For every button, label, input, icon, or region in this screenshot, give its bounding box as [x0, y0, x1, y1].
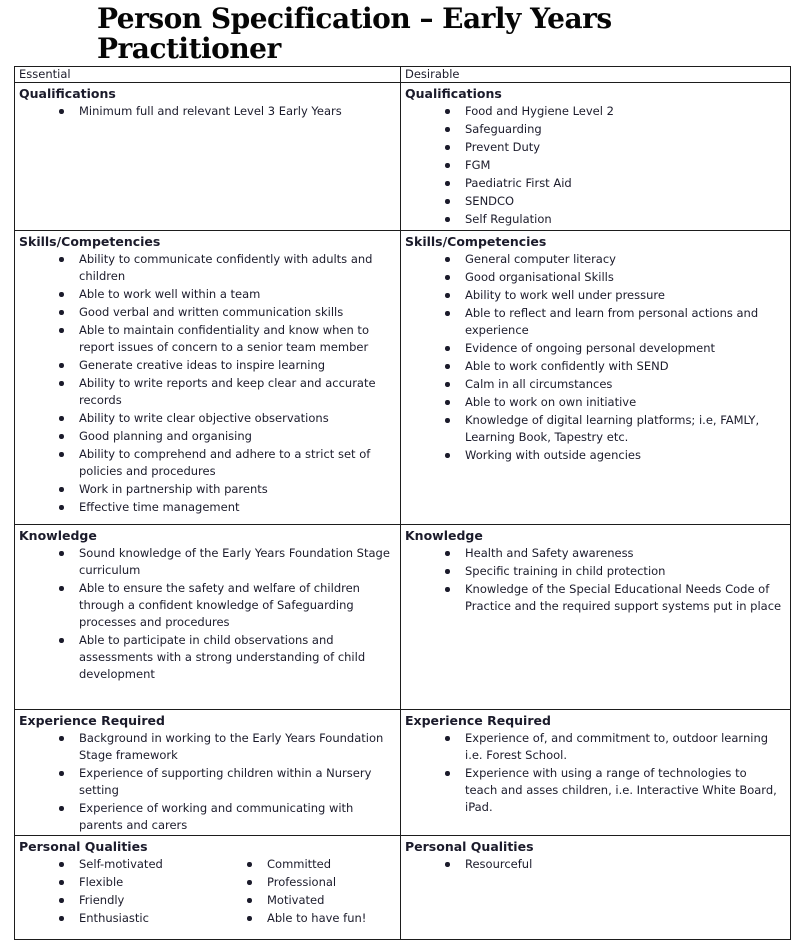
essential-cell-personal-qualities [15, 836, 401, 940]
bullet-item: Work in partnership with parents [57, 481, 392, 498]
bullet-item: Ability to write clear objective observations [57, 410, 392, 427]
bullet-list [231, 856, 396, 928]
bullet-item: Minimum full and relevant Level 3 Early Years [57, 103, 392, 120]
section-heading: Knowledge [405, 528, 483, 543]
table-row-knowledge [15, 525, 791, 710]
bullet-item: Ability to write reports and keep clear and accurate records [57, 375, 392, 409]
bullet-item: Motivated [245, 892, 392, 909]
bullet-item: Experience of, and commitment to, outdoor learning i.e. Forest School. [443, 730, 782, 764]
column-header-essential: Essential [15, 67, 401, 83]
table-row-skills-competencies [15, 231, 791, 525]
desirable-cell-knowledge [401, 525, 791, 710]
bullet-item: Calm in all circumstances [443, 376, 782, 393]
bullet-item: Self-motivated [57, 856, 227, 873]
bullet-item: Specific training in child protection [443, 563, 782, 580]
desirable-cell-experience [401, 710, 791, 836]
desirable-cell-skills [401, 231, 791, 525]
section-heading: Skills/Competencies [405, 234, 547, 249]
section-heading: Personal Qualities [19, 839, 148, 854]
bullet-item: Able to work well within a team [57, 286, 392, 303]
bullet-item: Background in working to the Early Years Foundation Stage framework [57, 730, 392, 764]
section-heading: Personal Qualities [405, 839, 534, 854]
section-heading: Qualifications [405, 86, 502, 101]
bullet-item: Experience of supporting children within a Nursery setting [57, 765, 392, 799]
section-heading: Knowledge [19, 528, 97, 543]
bullet-item: Able to work on own initiative [443, 394, 782, 411]
column-header-desirable: Desirable [401, 67, 791, 83]
table-row-experience-required [15, 710, 791, 836]
page-title: Person Specification – Early Years Practitioner [97, 2, 612, 65]
bullet-item: Experience with using a range of technologies to teach and asses children, i.e. Interactive White Board, iPad. [443, 765, 782, 816]
bullet-item: Knowledge of the Special Educational Needs Code of Practice and the required support systems put in place [443, 581, 782, 615]
bullet-item: Self Regulation [443, 211, 782, 228]
table-row-qualifications [15, 83, 791, 231]
bullet-item: Professional [245, 874, 392, 891]
bullet-item: Resourceful [443, 856, 782, 873]
section-heading: Skills/Competencies [19, 234, 161, 249]
bullet-item: Enthusiastic [57, 910, 227, 927]
bullet-item: Ability to communicate confidently with adults and children [57, 251, 392, 285]
bullet-list [405, 730, 786, 816]
bullet-item: Good verbal and written communication skills [57, 304, 392, 321]
bullet-item: FGM [443, 157, 782, 174]
desirable-cell-qualifications [401, 83, 791, 231]
bullet-item: Generate creative ideas to inspire learning [57, 357, 392, 374]
bullet-item: Friendly [57, 892, 227, 909]
table-header-row [15, 67, 791, 83]
bullet-item: Able to participate in child observations and assessments with a strong understanding of child development [57, 632, 392, 683]
bullet-list [405, 103, 786, 228]
bullet-item: Effective time management [57, 499, 392, 516]
bullet-item: Working with outside agencies [443, 447, 782, 464]
bullet-item: Paediatric First Aid [443, 175, 782, 192]
bullet-list [19, 251, 396, 516]
personal-qualities-columns [19, 855, 396, 928]
bullet-item: Committed [245, 856, 392, 873]
bullet-list [405, 251, 786, 464]
bullet-item: Evidence of ongoing personal development [443, 340, 782, 357]
bullet-list [19, 103, 396, 120]
person-specification-table [14, 66, 791, 940]
bullet-item: Experience of working and communicating with parents and carers [57, 800, 392, 834]
bullet-item: Food and Hygiene Level 2 [443, 103, 782, 120]
essential-cell-knowledge [15, 525, 401, 710]
bullet-item: SENDCO [443, 193, 782, 210]
bullet-item: Safeguarding [443, 121, 782, 138]
bullet-item: Knowledge of digital learning platforms; i.e, FAMLY, Learning Book, Tapestry etc. [443, 412, 782, 446]
bullet-list [19, 856, 231, 928]
bullet-item: Able to reflect and learn from personal actions and experience [443, 305, 782, 339]
bullet-list [19, 545, 396, 683]
essential-cell-experience [15, 710, 401, 836]
bullet-item: Good organisational Skills [443, 269, 782, 286]
essential-cell-skills [15, 231, 401, 525]
bullet-item: Good planning and organising [57, 428, 392, 445]
bullet-item: Health and Safety awareness [443, 545, 782, 562]
bullet-item: Ability to comprehend and adhere to a strict set of policies and procedures [57, 446, 392, 480]
bullet-list [19, 730, 396, 834]
bullet-item: Ability to work well under pressure [443, 287, 782, 304]
table-row-personal-qualities [15, 836, 791, 940]
bullet-list [405, 545, 786, 615]
bullet-item: Able to maintain confidentiality and know when to report issues of concern to a senior team member [57, 322, 392, 356]
essential-cell-qualifications [15, 83, 401, 231]
bullet-item: Sound knowledge of the Early Years Foundation Stage curriculum [57, 545, 392, 579]
bullet-item: Flexible [57, 874, 227, 891]
bullet-item: Prevent Duty [443, 139, 782, 156]
bullet-item: General computer literacy [443, 251, 782, 268]
section-heading: Experience Required [405, 713, 551, 728]
section-heading: Qualifications [19, 86, 116, 101]
desirable-cell-personal-qualities [401, 836, 791, 940]
bullet-item: Able to ensure the safety and welfare of children through a confident knowledge of Safeguarding processes and procedures [57, 580, 392, 631]
section-heading: Experience Required [19, 713, 165, 728]
bullet-item: Able to work confidently with SEND [443, 358, 782, 375]
bullet-item: Able to have fun! [245, 910, 392, 927]
bullet-list [405, 856, 786, 873]
